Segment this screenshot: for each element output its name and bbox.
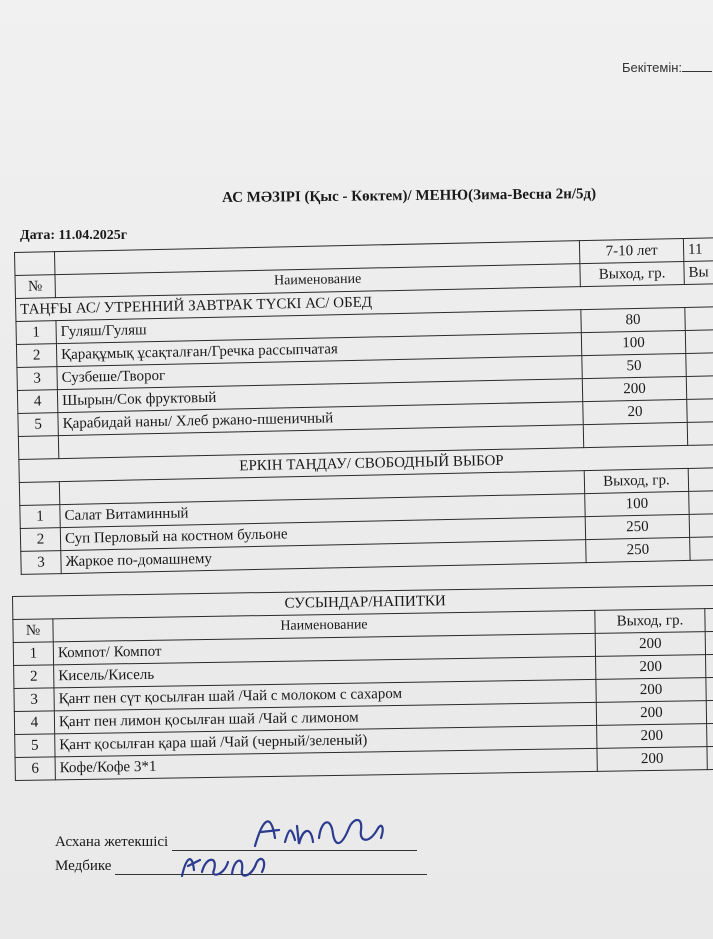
drink-name: Компот/ Компот	[53, 633, 595, 665]
drink-name: Кисель/Кисель	[54, 656, 596, 688]
table-cell	[19, 482, 59, 506]
row-number: 2	[14, 665, 54, 689]
age-group-header: 7-10 лет	[579, 238, 683, 263]
column-header-no: №	[15, 275, 55, 299]
approval-label	[622, 60, 712, 75]
row-number: 2	[16, 344, 56, 368]
drink-output: 200	[597, 747, 707, 772]
dish-output: 250	[585, 514, 689, 539]
table-cell	[687, 399, 713, 423]
dish-name: Сузбеше/Творог	[57, 356, 582, 390]
table-cell	[706, 677, 713, 700]
drinks-table	[12, 585, 713, 781]
drink-output: 200	[596, 701, 706, 726]
column-header-no: №	[13, 619, 53, 643]
section-drinks: СУСЫНДАР/НАПИТКИ	[13, 585, 713, 619]
table-cell	[688, 468, 713, 492]
table-cell	[583, 422, 687, 447]
dish-name: Шырын/Сок фруктовый	[57, 379, 582, 413]
approval-signature-line	[682, 71, 712, 72]
dish-output: 80	[581, 307, 685, 332]
table-cell	[15, 252, 55, 276]
row-number: 5	[15, 734, 55, 758]
row-number: 5	[18, 413, 58, 437]
dish-name: Жаркое по-домашнему	[61, 540, 586, 574]
signature-label: Асхана жетекшісі	[55, 834, 169, 850]
dish-output: 250	[586, 537, 690, 562]
row-number: 3	[17, 367, 57, 391]
dish-output: 100	[585, 491, 689, 516]
table-cell	[690, 537, 713, 561]
approval-text: Бекітемін:	[622, 60, 682, 75]
signature-label: Медбике	[55, 858, 112, 874]
table-cell	[685, 307, 713, 331]
dish-name: Қарақұмық ұсақталған/Гречка рассыпчатая	[56, 333, 581, 367]
dish-name: Гуляш/Гуляш	[56, 310, 581, 344]
dish-name: Қарабидай наны/ Хлеб ржано-пшеничный	[58, 402, 583, 436]
dish-output: 20	[583, 399, 687, 424]
row-number: 3	[21, 551, 61, 575]
column-header-output-2: Вы	[684, 261, 713, 285]
table-cell	[707, 723, 713, 746]
dish-name: Салат Витаминный	[60, 494, 585, 528]
section-breakfast: ТАҢҒЫ АС/ УТРЕННИЙ ЗАВТРАК ТҮСКІ АС/ ОБЕД	[15, 284, 713, 322]
drink-name: Қант пен сүт қосылған шай /Чай с молоком с сахаром	[54, 679, 596, 711]
table-cell	[705, 631, 713, 654]
dish-output: 200	[582, 376, 686, 401]
document-title: АС МӘЗІРІ (Қыс - Көктем)/ МЕНЮ(Зима-Весна 2н/5д)	[222, 186, 597, 206]
drink-output: 200	[596, 655, 706, 680]
dish-output: 100	[581, 330, 685, 355]
row-number: 1	[13, 642, 53, 666]
column-header-output: Выход, гр.	[595, 609, 705, 634]
dish-output: 50	[582, 353, 686, 378]
table-cell	[686, 376, 713, 400]
row-number: 4	[14, 711, 54, 735]
table-cell	[687, 422, 713, 446]
row-number: 4	[17, 390, 57, 414]
drink-output: 200	[595, 632, 705, 657]
drink-name: Қант пен лимон қосылған шай /Чай с лимоном	[54, 702, 596, 734]
handwritten-signature-2	[178, 846, 273, 882]
table-cell	[686, 353, 713, 377]
drink-name: Қант қосылған қара шай /Чай (черный/зеленый)	[55, 725, 597, 757]
row-number: 2	[20, 528, 60, 552]
table-cell	[706, 700, 713, 723]
table-cell	[689, 514, 713, 538]
section-free-choice: ЕРКІН ТАҢДАУ/ СВОБОДНЫЙ ВЫБОР	[19, 445, 713, 483]
table-cell	[705, 608, 713, 631]
drink-output: 200	[596, 678, 706, 703]
table-cell	[706, 654, 713, 677]
table-cell	[685, 330, 713, 354]
column-header-output: Выход, гр.	[580, 261, 684, 286]
age-group-header: 11	[683, 238, 713, 262]
document-date: Дата: 11.04.2025г	[20, 228, 128, 243]
menu-table	[14, 237, 713, 575]
row-number: 6	[15, 757, 55, 781]
column-header-name: Наименование	[53, 610, 595, 642]
table-cell	[689, 491, 713, 515]
row-number: 3	[14, 688, 54, 712]
drink-name: Кофе/Кофе 3*1	[55, 748, 597, 780]
table-cell	[18, 436, 58, 460]
column-header-name: Наименование	[55, 264, 580, 298]
table-cell	[707, 746, 713, 769]
row-number: 1	[20, 505, 60, 529]
row-number: 1	[16, 321, 56, 345]
drink-output: 200	[597, 724, 707, 749]
dish-name: Суп Перловый на костном бульоне	[60, 517, 585, 551]
column-header-output: Выход, гр.	[584, 468, 688, 493]
